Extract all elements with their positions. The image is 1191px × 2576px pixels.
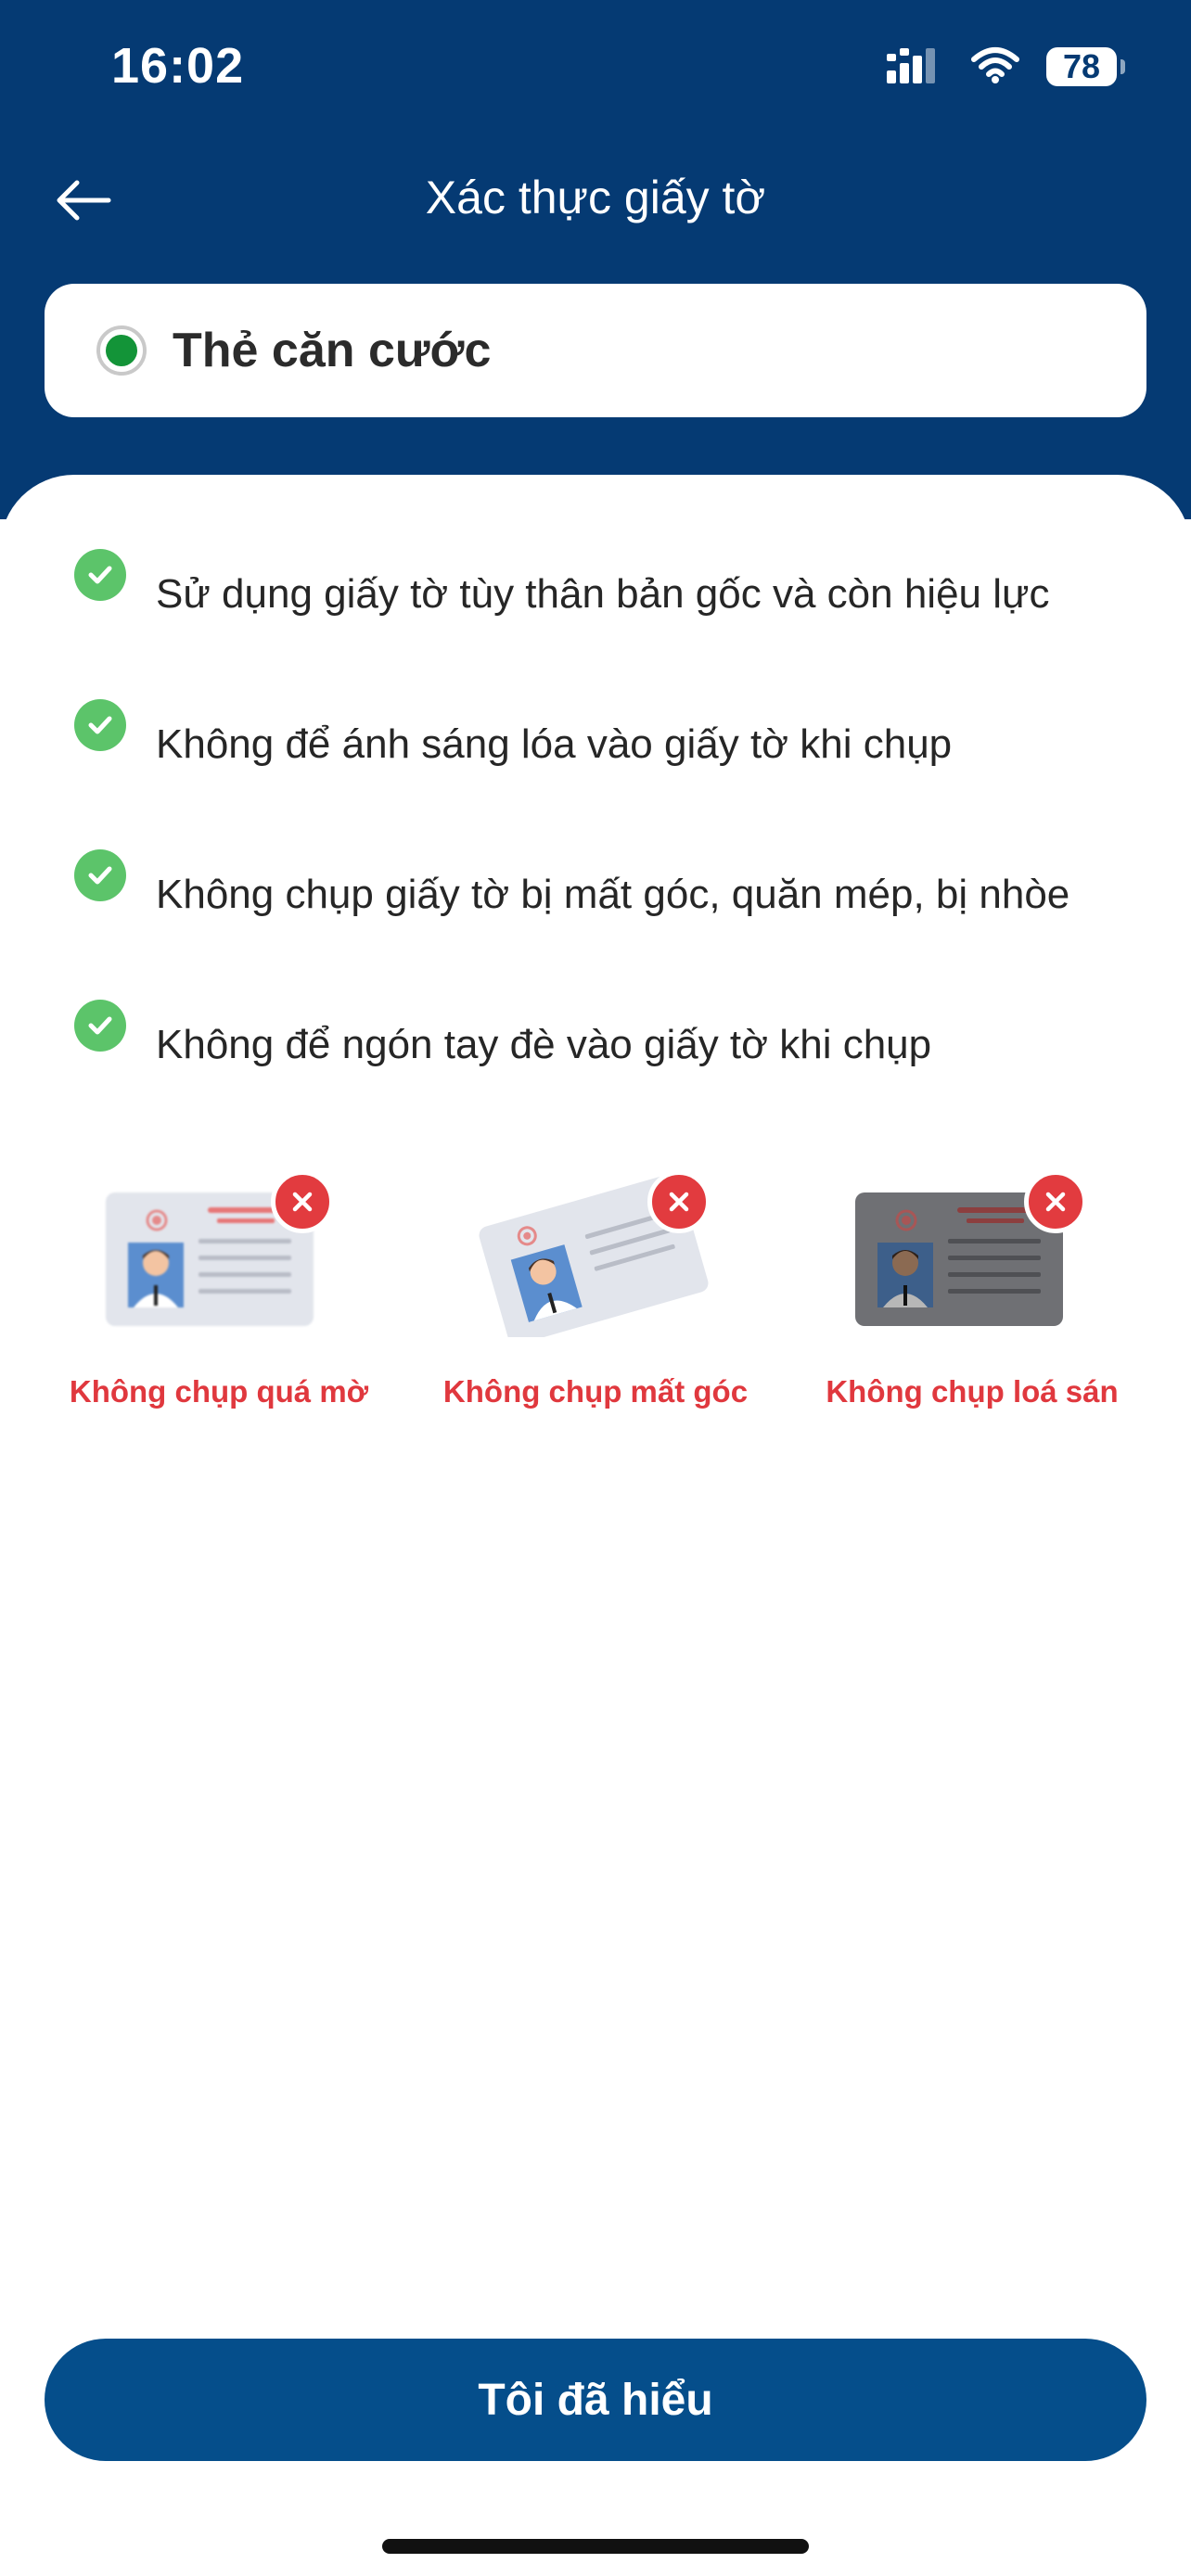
rule-text: Không để ánh sáng lóa vào giấy tờ khi chụp <box>156 721 953 767</box>
signal-icon <box>887 46 944 88</box>
example-missing-corner <box>408 1170 783 1409</box>
document-type-label: Thẻ căn cước <box>173 324 492 377</box>
close-icon <box>1024 1170 1087 1233</box>
blurry-id-card-icon <box>32 1170 406 1337</box>
rule-item <box>74 1000 931 1068</box>
close-icon <box>647 1170 711 1233</box>
document-type-option[interactable] <box>45 284 1146 417</box>
radio-selected-icon[interactable] <box>96 325 147 376</box>
understood-button[interactable]: Tôi đã hiểu <box>45 2339 1146 2461</box>
example-label: Không chụp mất góc <box>442 1374 749 1409</box>
status-icons <box>887 41 1117 93</box>
rule-item <box>74 699 952 768</box>
check-icon <box>74 699 126 751</box>
example-glare <box>785 1170 1159 1409</box>
example-label: Không chụp loá sán <box>826 1374 1119 1409</box>
radio-dot <box>106 335 137 366</box>
rule-item <box>74 849 1069 918</box>
example-blurry <box>32 1170 406 1409</box>
page-title: Xác thực giấy tờ <box>425 172 766 223</box>
battery-level: 78 <box>1062 47 1101 85</box>
example-label: Không chụp quá mờ <box>69 1374 369 1409</box>
content-sheet <box>0 475 1191 2576</box>
wifi-icon <box>970 46 1020 88</box>
rule-text: Không chụp giấy tờ bị mất góc, quăn mép, bị nhòe <box>156 872 1070 917</box>
rule-text: Không để ngón tay đè vào giấy tờ khi chụp <box>156 1022 932 1067</box>
check-icon <box>74 1000 126 1052</box>
battery-icon <box>1046 47 1117 86</box>
check-icon <box>74 549 126 601</box>
home-indicator[interactable] <box>382 2539 809 2554</box>
check-icon <box>74 849 126 901</box>
status-time: 16:02 <box>111 38 245 94</box>
close-icon <box>271 1170 334 1233</box>
tilted-id-card-icon <box>408 1170 783 1337</box>
dark-id-card-icon <box>785 1170 1159 1337</box>
rule-item <box>74 549 1049 618</box>
rule-text: Sử dụng giấy tờ tùy thân bản gốc và còn hiệu lực <box>156 571 1050 617</box>
